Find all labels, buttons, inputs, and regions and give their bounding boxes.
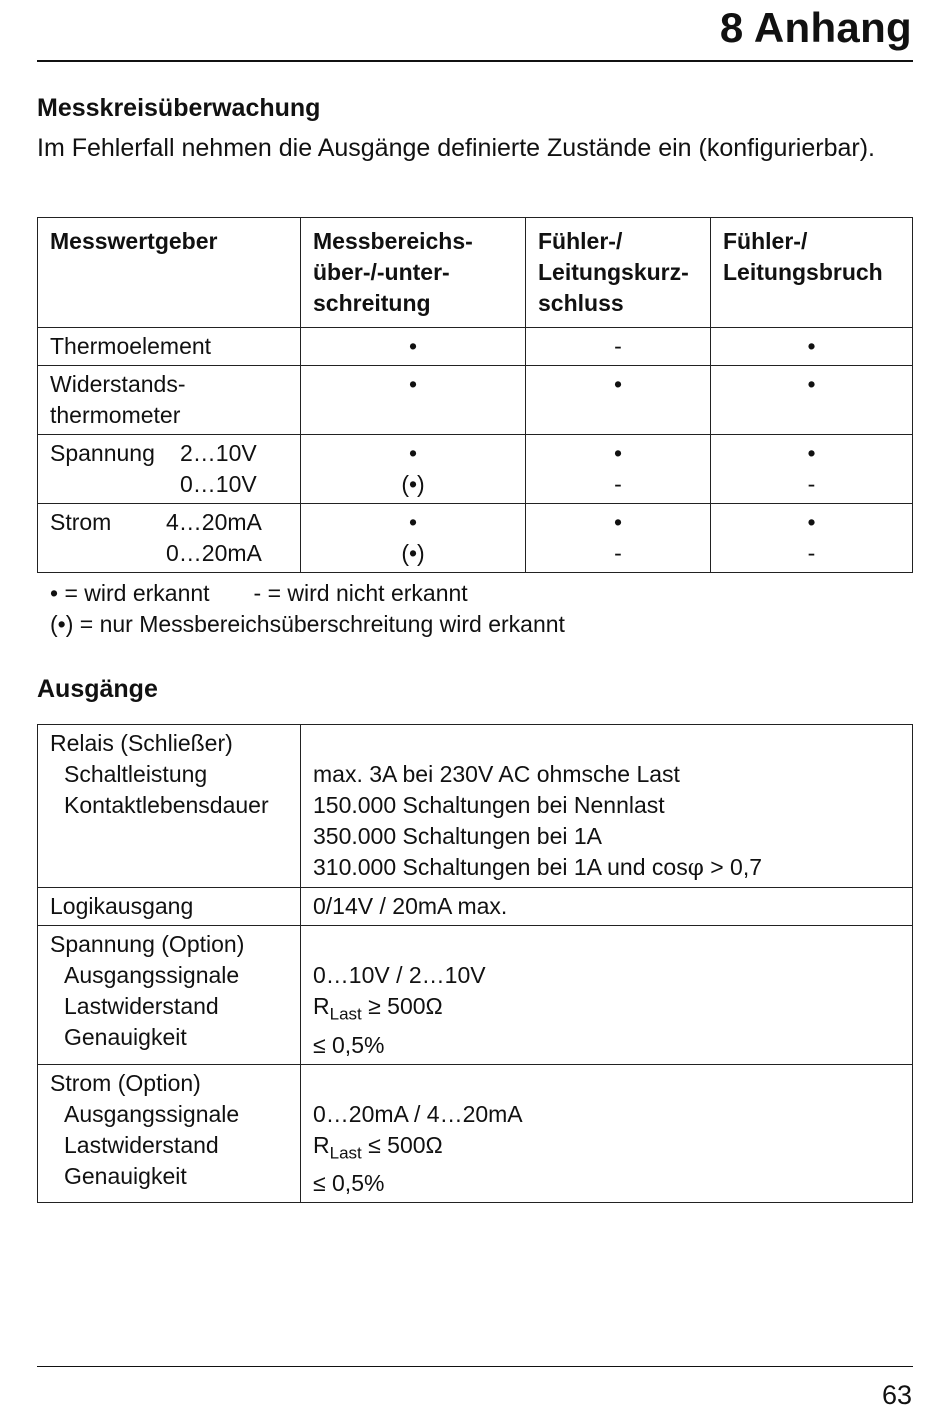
voltage-signals-label: Ausgangssignale	[64, 962, 240, 988]
sensor-range: 4…20mA 0…20mA	[166, 509, 262, 566]
table-row	[38, 328, 913, 366]
status-mark: •	[408, 440, 418, 466]
status-mark: -	[807, 540, 816, 566]
voltage-accuracy-value: ≤ 0,5%	[313, 1031, 385, 1058]
sensor-cell	[38, 366, 301, 435]
status-mark: •	[613, 440, 623, 466]
status-cell	[526, 328, 711, 366]
status-mark: (•)	[401, 540, 425, 566]
relay-values	[301, 725, 913, 888]
status-mark: -	[614, 540, 622, 566]
status-mark: •	[807, 509, 816, 535]
sensor-cell	[38, 435, 301, 504]
column-header: Messwertgeber	[38, 218, 301, 328]
current-load-value: $R_{Last} \le 500\Omega$	[313, 1131, 443, 1163]
status-cell	[301, 366, 526, 435]
sensor-range: 2…10V 0…10V	[180, 440, 257, 497]
status-cell	[711, 504, 913, 573]
outputs-table	[37, 724, 913, 1203]
relay-switching-label: Schaltleistung	[64, 761, 208, 787]
intro-paragraph: Im Fehlerfall nehmen die Ausgänge definierte Zustände ein (konfigurierbar).	[37, 134, 875, 162]
status-cell	[526, 435, 711, 504]
legend-partial: (•) = nur Messbereichsüberschreitung wird erkannt	[50, 611, 565, 637]
legend-line-1	[50, 578, 468, 609]
column-header: Fühler-/ Leitungskurz- schluss	[526, 218, 711, 328]
voltage-labels	[38, 926, 301, 1065]
chapter-title: 8 Anhang	[719, 4, 912, 51]
status-mark: (•)	[401, 471, 425, 497]
current-accuracy-label: Genauigkeit	[64, 1162, 187, 1189]
header-rule	[37, 60, 913, 62]
status-mark: •	[807, 371, 816, 397]
current-labels	[38, 1064, 301, 1203]
current-group-label: Strom (Option)	[50, 1069, 201, 1096]
section-title-outputs: Ausgänge	[37, 675, 158, 703]
status-cell	[711, 328, 913, 366]
status-mark: •	[807, 333, 816, 359]
voltage-signals-value: 0…10V / 2…10V	[313, 962, 486, 988]
logic-label: Logikausgang	[38, 888, 301, 926]
relay-lifetime-value-2: 350.000 Schaltungen bei 1A	[313, 823, 603, 849]
current-accuracy-value: ≤ 0,5%	[313, 1170, 385, 1197]
status-cell	[301, 435, 526, 504]
relay-labels	[38, 725, 301, 888]
sensor-cell	[38, 504, 301, 573]
relay-switching-value: max. 3A bei 230V AC ohmsche Last	[313, 761, 680, 787]
footer-rule	[37, 1366, 913, 1367]
relay-lifetime-value-1: 150.000 Schaltungen bei Nennlast	[313, 792, 665, 818]
status-mark: -	[614, 471, 622, 497]
page-number: 63	[881, 1380, 912, 1410]
voltage-load-label: Lastwiderstand	[64, 993, 219, 1019]
sensor-label: Thermoelement	[50, 333, 212, 359]
status-mark: •	[408, 509, 418, 535]
table-row	[38, 504, 913, 573]
legend-detected: • = wird erkannt	[50, 580, 210, 606]
sensor-cell	[38, 328, 301, 366]
voltage-values	[301, 926, 913, 1065]
sensor-label: Spannung	[50, 440, 155, 466]
status-mark: •	[613, 509, 623, 535]
status-cell	[301, 504, 526, 573]
table-row	[38, 888, 913, 926]
current-values	[301, 1064, 913, 1203]
voltage-accuracy-label: Genauigkeit	[64, 1024, 187, 1050]
relay-group-label: Relais (Schließer)	[50, 730, 233, 756]
status-cell	[526, 504, 711, 573]
status-cell	[526, 366, 711, 435]
legend-not-detected: - = wird nicht erkannt	[253, 580, 468, 606]
sensor-label: Widerstands- thermometer	[50, 371, 186, 428]
current-signals-label: Ausgangssignale	[64, 1100, 240, 1127]
table-header-row	[38, 218, 913, 328]
relay-lifetime-value-3: 310.000 Schaltungen bei 1A und cosφ > 0,7	[313, 854, 762, 881]
relay-lifetime-label: Kontaktlebensdauer	[64, 792, 269, 818]
sensor-label: Strom	[50, 509, 112, 535]
status-cell	[711, 366, 913, 435]
section-title-monitoring: Messkreisüberwachung	[37, 94, 321, 122]
current-signals-value: 0…20mA / 4…20mA	[313, 1100, 523, 1127]
status-cell	[711, 435, 913, 504]
status-mark: •	[408, 371, 418, 397]
table-row	[38, 1064, 913, 1203]
logic-value: 0/14V / 20mA max.	[301, 888, 913, 926]
column-header: Messbereichs- über-/-unter- schreitung	[301, 218, 526, 328]
column-header: Fühler-/ Leitungsbruch	[711, 218, 913, 328]
status-mark: •	[408, 333, 418, 359]
status-mark: •	[807, 440, 816, 466]
status-cell	[301, 328, 526, 366]
table-row	[38, 366, 913, 435]
status-mark: -	[614, 333, 622, 359]
monitoring-table	[37, 217, 913, 573]
current-load-label: Lastwiderstand	[64, 1131, 219, 1158]
table-row	[38, 926, 913, 1065]
table-row	[38, 435, 913, 504]
status-mark: •	[613, 371, 623, 397]
status-mark: -	[807, 471, 816, 497]
table-row	[38, 725, 913, 888]
voltage-load-value: $R_{Last} \ge 500\Omega$	[313, 993, 443, 1024]
voltage-group-label: Spannung (Option)	[50, 931, 245, 957]
